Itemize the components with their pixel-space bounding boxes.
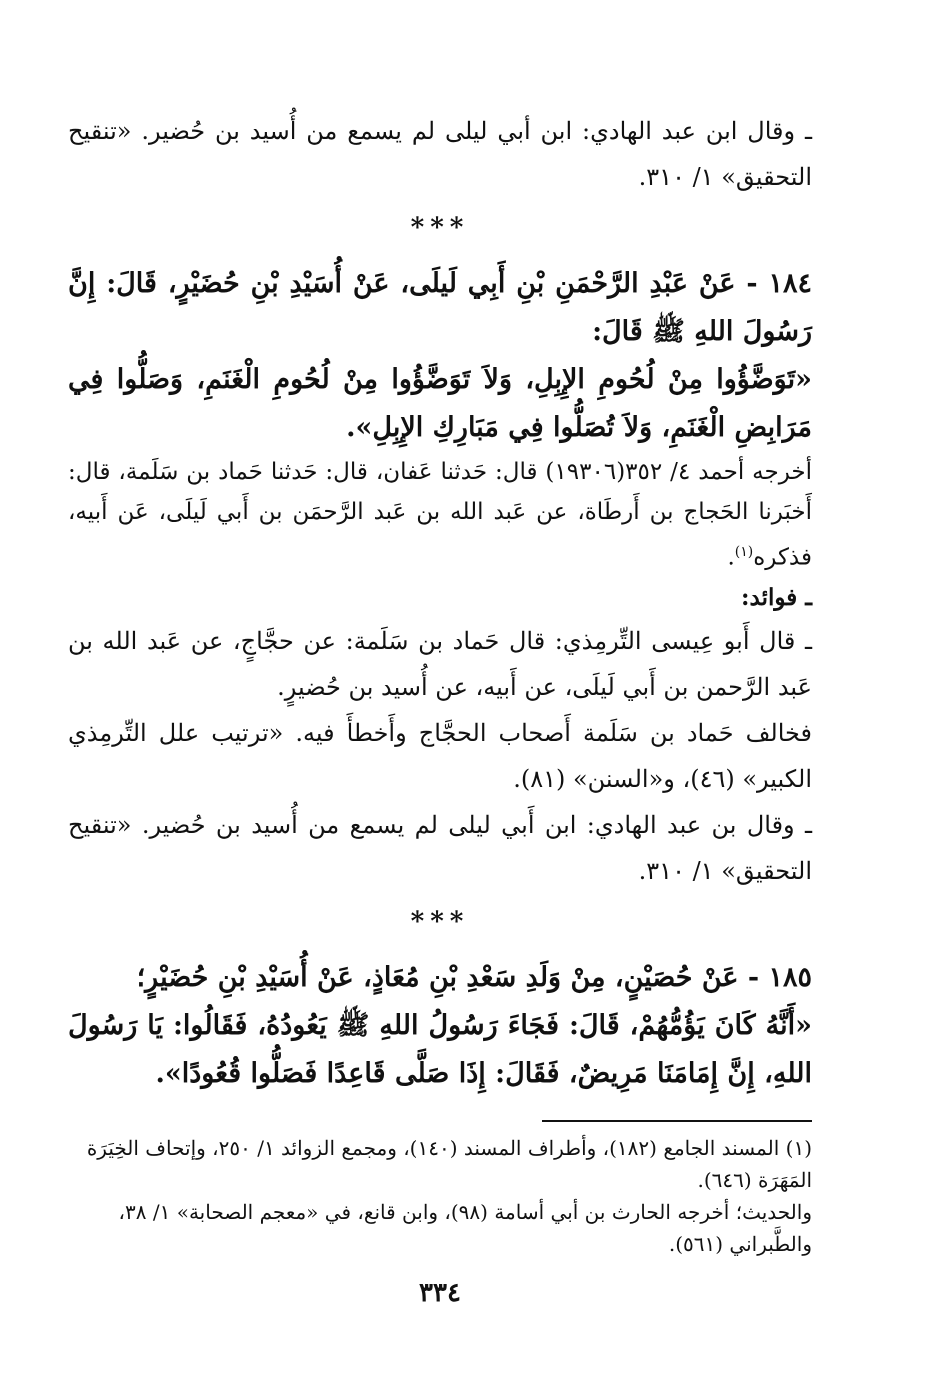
fawaid-paragraph: فخالف حَماد بن سَلَمة أَصحاب الحجَّاج وأَخطأَ فيه. «ترتيب علل التِّرمِذي الكبير» (٤٦)، و«السنن» (٨١).	[68, 718, 812, 793]
page-number: ٣٣٤	[419, 1277, 461, 1308]
footnote-divider	[542, 1120, 812, 1122]
footnote-1: (١) المسند الجامع (١٨٢)، وأطراف المسند (١٤٠)، ومجمع الزوائد ١/ ٢٥٠، وإتحاف الخِيَرَة المَهَرَة (٦٤٦).	[86, 1135, 812, 1192]
hadith-185-matn: «أَنَّهُ كَانَ يَؤُمُّهُمْ، قَالَ: فَجَاءَ رَسُولُ اللهِ ﷺ يَعُودُهُ، فَقَالُوا: يَا رَسُولَ اللهِ، إِنَّ إِمَامَنَا مَرِيضٌ، فَقَالَ: إِذَا صَلَّى قَاعِدًا فَصَلُّوا قُعُودًا».	[68, 1009, 812, 1089]
section-separator: ***	[410, 213, 470, 243]
footnote-ref[interactable]: (١)	[734, 544, 754, 560]
footnote-2: والحديث؛ أخرجه الحارث بن أبي أسامة (٩٨)، وابن قانع، في «معجم الصحابة» ١/ ٣٨، والطَّبراني (٥٦١).	[118, 1199, 812, 1256]
hadith-184-takhrij: أخرجه أحمد ٤/ ٣٥٢(١٩٣٠٦) قال: حَدثنا عَفان، قال: حَدثنا حَماد بن سَلَمة، قال: أَخبَرنا الحَجاج بن أَرطَاة، عن عَبد الله بن عَبد الرَّحمَن بن أَبي لَيلَى، عَن أَبيه، فذكره$^{(١)}$.	[68, 459, 813, 571]
fawaid-paragraph: ـ قال أَبو عِيسى التِّرمِذي: قال حَماد بن سَلَمة: عن حجَّاجٍ، عن عَبد الله بن عَبد الرَّحمن بن أَبي لَيلَى، عن أَبيه، عن أُسيد بن حُضيرٍ.	[68, 626, 812, 701]
hadith-184-header: ١٨٤ - عَنْ عَبْدِ الرَّحْمَنِ بْنِ أَبِي لَيلَى، عَنْ أُسَيْدِ بْنِ حُضَيْرٍ، قَالَ: إِنَّ رَسُولَ اللهِ ﷺ قَالَ:	[68, 268, 812, 347]
hadith-184-matn: «تَوَضَّؤُوا مِنْ لُحُومِ الإِبِلِ، وَلاَ تَوَضَّؤُوا مِنْ لُحُومِ الْغَنَمِ، وَصَلُّوا فِي مَرَابِضِ الْغَنَمِ، وَلاَ تُصَلُّوا فِي مَبَارِكِ الإِبِلِ».	[68, 364, 812, 443]
fawaid-paragraph: ـ وقال بن عبد الهادي: ابن أَبي ليلى لم يسمع من أُسيد بن حُضير. «تنقيح التحقيق» ١/ ٣١٠.	[68, 810, 812, 885]
section-separator: ***	[410, 906, 470, 937]
top-note: ـ وقال ابن عبد الهادي: ابن أبي ليلى لم يسمع من أُسيد بن حُضير. «تنقيح التحقيق» ١/ ٣١٠.	[68, 117, 812, 191]
hadith-185-header: ١٨٥ - عَنْ حُصَيْنٍ، مِنْ وَلَدِ سَعْدِ بْنِ مُعَاذٍ، عَنْ أُسَيْدِ بْنِ حُضَيْرٍ؛	[136, 961, 812, 993]
takhrij-text: أخرجه أحمد ٤/ ٣٥٢(١٩٣٠٦) قال: حَدثنا عَفان، قال: حَدثنا حَماد بن سَلَمة، قال: أَخبَرنا الحَجاج بن أَرطَاة، عن عَبد الله بن عَبد الرَّحمَن بن أَبي لَيلَى، عَن أَبيه، فذكره	[68, 459, 813, 571]
page-content	[68, 108, 812, 1341]
fawaid-heading: ـ فوائد:	[741, 583, 812, 611]
